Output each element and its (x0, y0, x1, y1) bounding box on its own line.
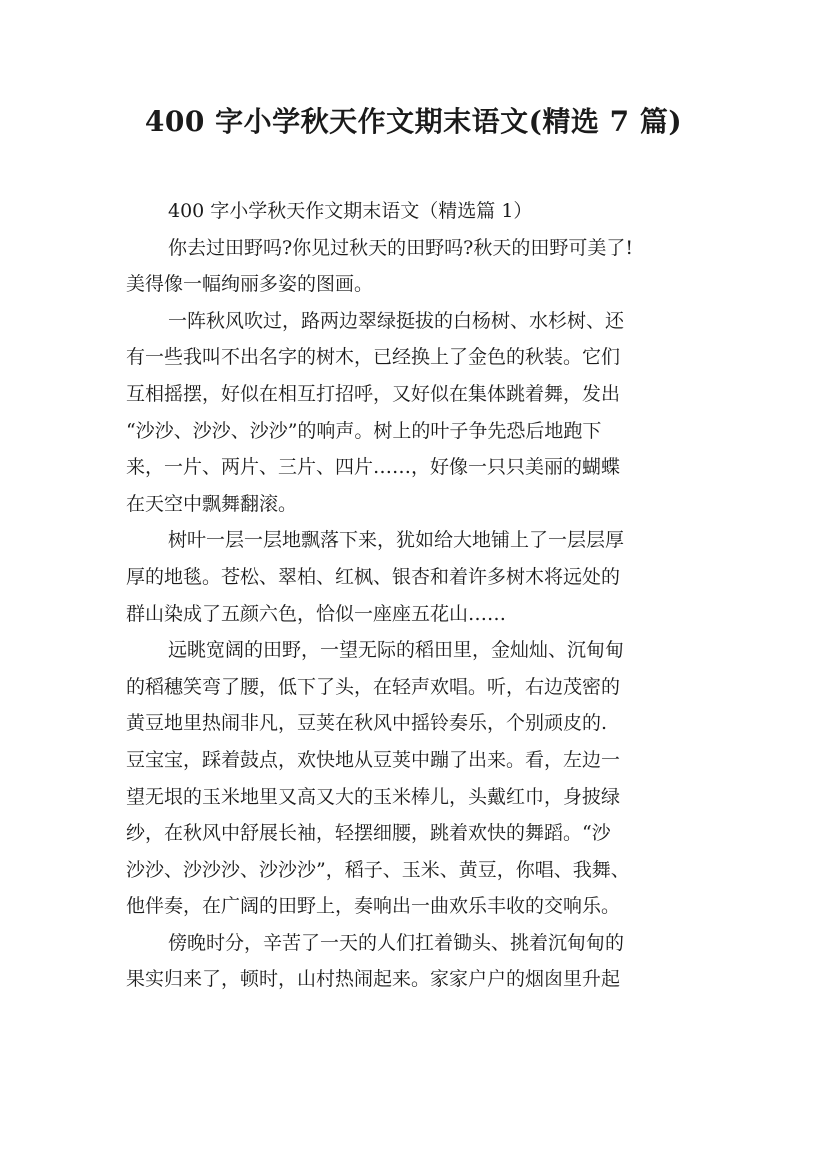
text-line: 望无垠的玉米地里又高又大的玉米棒儿，头戴红巾，身披绿 (126, 785, 621, 808)
text-line: 美得像一幅绚丽多姿的图画。 (126, 273, 374, 296)
text-line: 黄豆地里热闹非凡，豆荚在秋风中摇铃奏乐，个别顽皮的. (126, 712, 608, 735)
text-line: 有一些我叫不出名字的树木，已经换上了金色的秋装。它们 (126, 346, 621, 369)
document-title: 400 字小学秋天作文期末语文(精选 7 篇) (144, 105, 683, 138)
text-line: 傍晚时分，辛苦了一天的人们扛着锄头、挑着沉甸甸的 (168, 931, 625, 954)
section-heading: 400 字小学秋天作文期末语文（精选篇 1） (168, 200, 533, 222)
text-line: “沙沙、沙沙、沙沙”的响声。树上的叶子争先恐后地跑下 (126, 419, 602, 442)
document-body (126, 193, 702, 998)
text-line: 一阵秋风吹过，路两边翠绿挺拔的白杨树、水杉树、还 (168, 309, 625, 332)
text-line: 的稻穗笑弯了腰，低下了头，在轻声欢唱。听，右边茂密的 (126, 675, 621, 698)
text-line: 豆宝宝，踩着鼓点，欢快地从豆荚中蹦了出来。看，左边一 (126, 748, 621, 771)
text-line: 你去过田野吗?你见过秋天的田野吗?秋天的田野可美了! (168, 236, 634, 259)
text-line: 互相摇摆，好似在相互打招呼，又好似在集体跳着舞，发出 (126, 382, 621, 405)
text-line: 果实归来了，顿时，山村热闹起来。家家户户的烟囱里升起 (126, 968, 621, 991)
text-line: 远眺宽阔的田野，一望无际的稻田里，金灿灿、沉甸甸 (168, 639, 625, 662)
text-line: 沙沙、沙沙沙、沙沙沙”，稻子、玉米、黄豆，你唱、我舞、 (126, 858, 630, 881)
text-line: 在天空中飘舞翻滚。 (126, 492, 298, 515)
text-line: 树叶一层一层地飘落下来，犹如给大地铺上了一层层厚 (168, 529, 625, 552)
text-line: 厚的地毯。苍松、翠柏、红枫、银杏和着许多树木将远处的 (126, 565, 621, 588)
text-line: 群山染成了五颜六色，恰似一座座五花山…… (126, 602, 507, 625)
text-line: 纱，在秋风中舒展长袖，轻摆细腰，跳着欢快的舞蹈。“沙 (126, 822, 611, 845)
text-line: 他伴奏，在广阔的田野上，奏响出一曲欢乐丰收的交响乐。 (126, 895, 621, 918)
text-line: 来，一片、两片、三片、四片……，好像一只只美丽的蝴蝶 (126, 456, 621, 479)
